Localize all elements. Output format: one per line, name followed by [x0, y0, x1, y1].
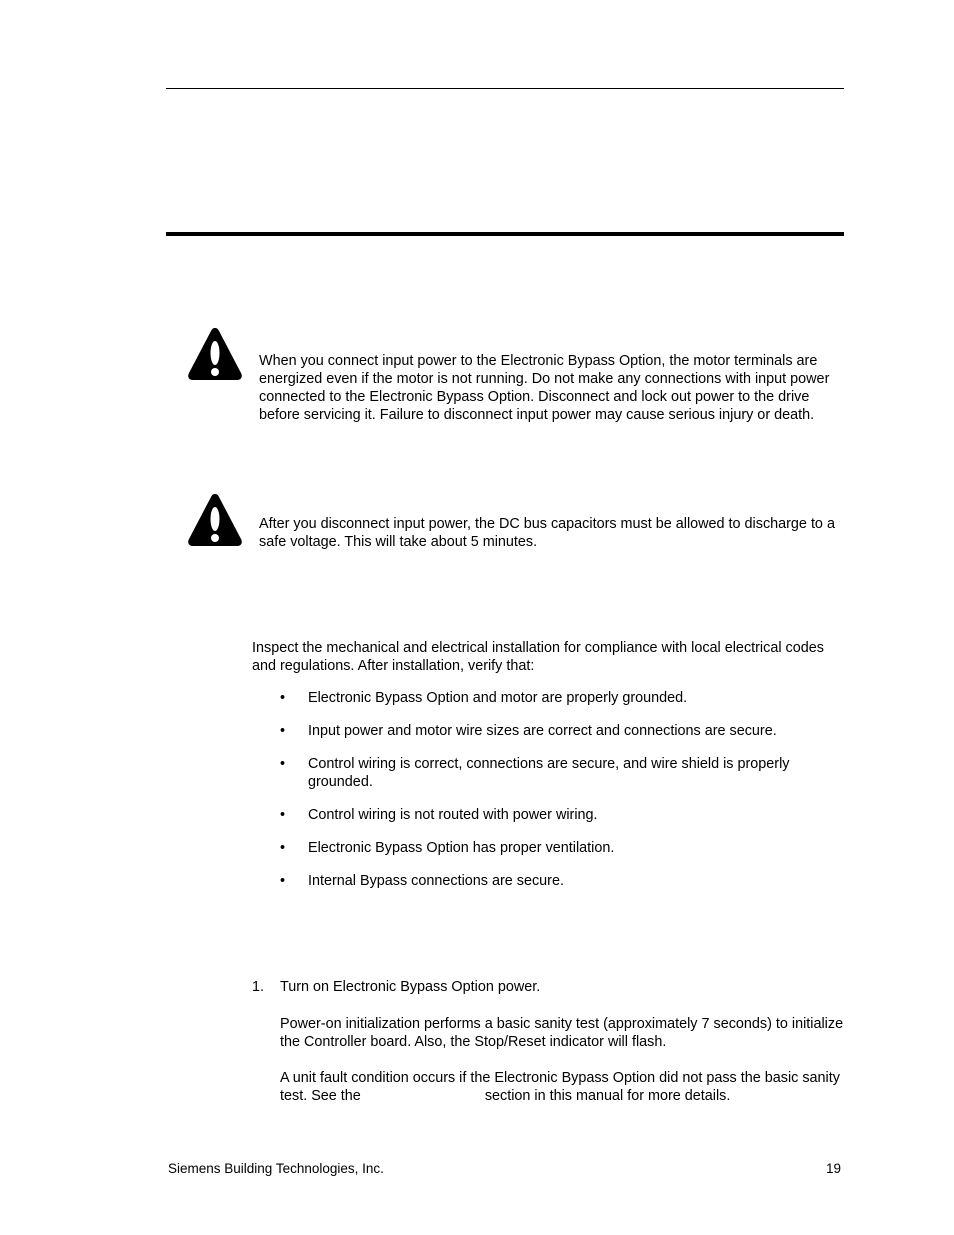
bullet-icon: •	[280, 723, 286, 739]
step-paragraph-fault	[280, 1069, 850, 1105]
warning-exclamation-icon	[186, 326, 244, 382]
fault-text-start: A unit fault condition occurs if the Electronic Bypass Option did not pass the basic sanity test. See the	[280, 1070, 840, 1104]
step-paragraph-initialization: Power-on initialization performs a basic sanity test (approximately 7 seconds) to initialize the Controller board. Also, the Stop/Reset indicator will flash.	[280, 1016, 844, 1050]
list-item	[252, 839, 852, 857]
list-item-text: Control wiring is not routed with power wiring.	[308, 807, 598, 823]
footer-page-number: 19	[826, 1161, 842, 1176]
step-title: Turn on Electronic Bypass Option power.	[280, 979, 541, 995]
list-item	[252, 755, 852, 791]
bullet-icon: •	[280, 840, 286, 856]
bullet-icon: •	[280, 690, 286, 706]
list-item	[252, 806, 852, 824]
header-rule	[166, 88, 844, 89]
list-item-text: Internal Bypass connections are secure.	[308, 873, 564, 889]
list-item	[252, 722, 852, 740]
warning-exclamation-icon	[186, 492, 244, 548]
step-number: 1.	[252, 979, 265, 995]
warning-text-capacitors: After you disconnect input power, the DC bus capacitors must be allowed to discharge to a safe voltage. This will take about 5 minutes.	[259, 516, 835, 550]
bullet-icon: •	[280, 873, 286, 889]
inspection-intro: Inspect the mechanical and electrical installation for compliance with local electrical codes and regulations. After installation, verify that:	[252, 640, 824, 674]
footer-company: Siemens Building Technologies, Inc.	[168, 1161, 384, 1176]
warning-text-input-power: When you connect input power to the Electronic Bypass Option, the motor terminals are energized even if the motor is not running. Do not make any connections with input power connected to the Electronic Bypass Option. Disconnect and lock out power to the drive before servicing it. Failure to disconnect input power may cause serious injury or death.	[259, 353, 830, 423]
list-item-text: Electronic Bypass Option has proper ventilation.	[308, 840, 615, 856]
bullet-icon: •	[280, 807, 286, 823]
list-item	[252, 872, 852, 890]
bullet-icon: •	[280, 756, 286, 772]
inspection-checklist	[252, 689, 852, 905]
list-item-text: Input power and motor wire sizes are correct and connections are secure.	[308, 723, 777, 739]
list-item	[252, 689, 852, 707]
section-rule	[166, 232, 844, 236]
list-item-text: Control wiring is correct, connections are secure, and wire shield is properly grounded.	[308, 756, 790, 790]
fault-text-end: section in this manual for more details.	[484, 1088, 731, 1104]
list-item-text: Electronic Bypass Option and motor are properly grounded.	[308, 690, 688, 706]
